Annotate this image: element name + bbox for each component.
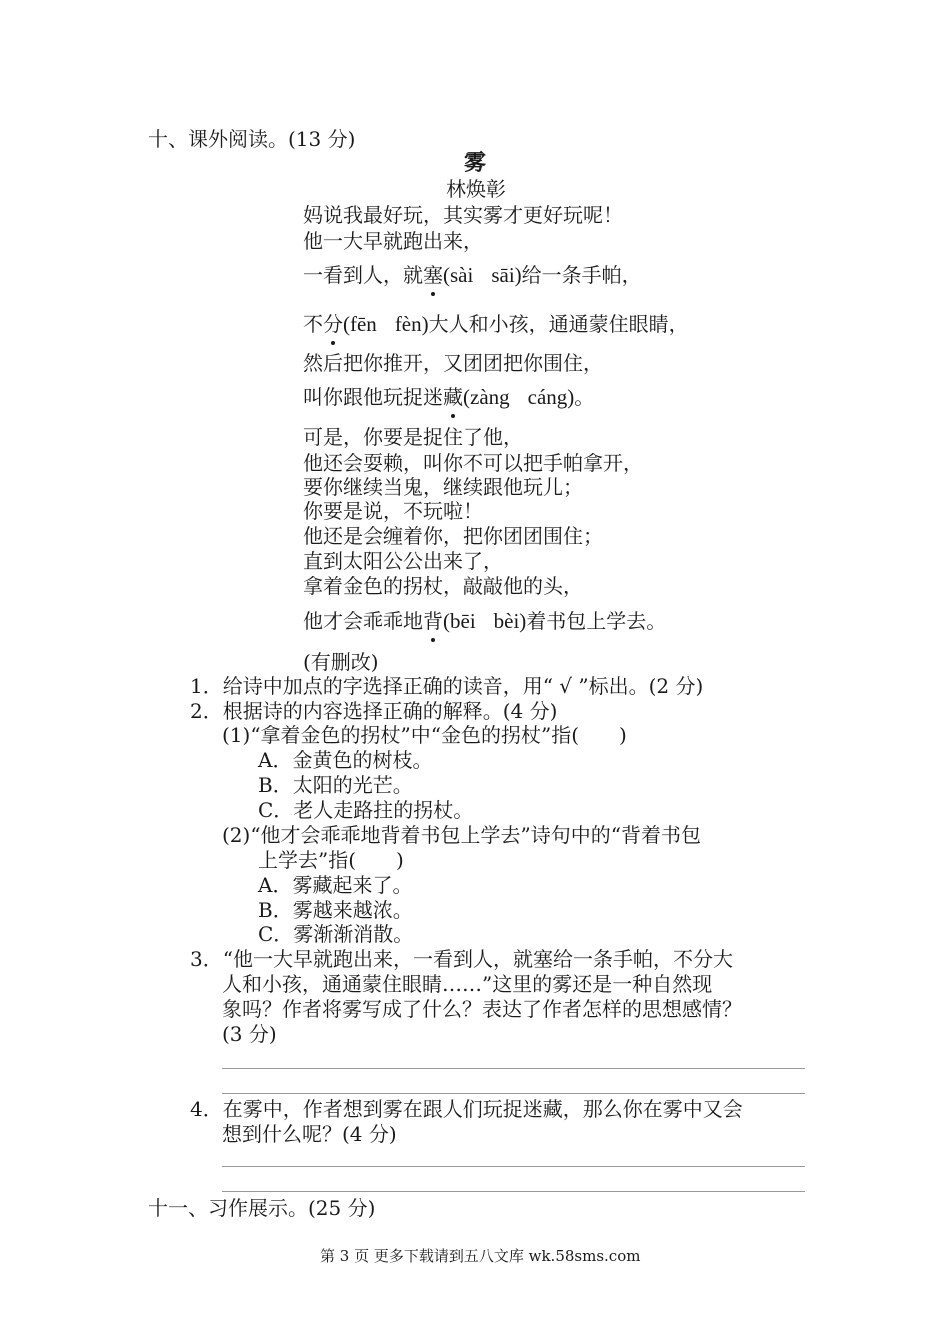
dotted-char-bei: 背 [423,609,443,633]
question-2-2-line-2: 上学去”指( ) [258,848,404,872]
poem-line-4-text-before: 不 [303,312,323,336]
section-10-heading: 十、课外阅读。(13 分) [148,127,356,151]
question-2-1-option-a: A．金黄色的树枝。 [258,748,433,772]
question-2-1: (1)“拿着金色的拐杖”中“金色的拐杖”指( ) [222,723,627,747]
poem-line-7: 可是，你要是捉住了他， [303,425,523,449]
answer-line[interactable] [222,1068,805,1069]
poem-line-3-text-after: 给一条手帕， [521,263,642,287]
question-2-1-option-b: B．太阳的光芒。 [258,773,413,797]
poem-note: (有删改) [303,650,379,674]
poem-line-14-text-before: 他才会乖乖地 [303,609,423,633]
question-3-line-1: 3．“他一大早就跑出来，一看到人，就塞给一条手帕，不分大 [190,947,733,971]
pinyin-option-2: bèi) [493,609,527,633]
question-2-2-line-1: (2)“他才会乖乖地背着书包上学去”诗句中的“背着书包 [222,823,702,847]
pinyin-option-1: (bēi [443,609,476,633]
pinyin-option-2: cáng) [527,385,575,409]
question-2-2-option-a: A．雾藏起来了。 [258,873,413,897]
poem-line-14-text-after: 着书包上学去。 [526,609,667,633]
question-2-2-option-c: C．雾渐渐消散。 [258,922,414,946]
poem-line-9: 要你继续当鬼，继续跟他玩儿； [303,475,583,499]
answer-line[interactable] [222,1166,805,1167]
poem-line-4-text-after: 大人和小孩，通通蒙住眼睛， [428,312,689,336]
section-11-heading: 十一、习作展示。(25 分) [148,1196,376,1220]
pinyin-option-1: (sài [443,263,474,287]
dotted-char-fen: 分 [323,312,343,336]
poem-author: 林焕彰 [446,177,506,201]
question-3-line-4: (3 分) [222,1022,277,1046]
answer-line[interactable] [222,1191,805,1192]
poem-line-13: 拿着金色的拐杖，敲敲他的头， [303,574,583,598]
question-3-line-3: 象吗？作者将雾写成了什么？表达了作者怎样的思想感情？ [222,997,742,1021]
dotted-char-zang: 藏 [443,385,463,409]
poem-line-4 [303,311,689,337]
poem-line-3 [303,262,642,288]
pinyin-option-2: sāi) [491,263,522,287]
question-1: 1．给诗中加点的字选择正确的读音，用“ √ ”标出。(2 分) [190,674,704,698]
poem-title: 雾 [464,150,487,176]
page-footer: 第 3 页 更多下载请到五八文库 wk.58sms.com [320,1247,641,1265]
question-4-line-2: 想到什么呢？(4 分) [222,1122,397,1146]
poem-line-10: 你要是说，不玩啦！ [303,499,483,523]
question-3-line-2: 人和小孩，通通蒙住眼睛……”这里的雾还是一种自然现 [222,972,713,996]
poem-line-1: 妈说我最好玩，其实雾才更好玩呢！ [303,203,623,227]
pinyin-option-1: (zàng [463,385,510,409]
poem-line-14 [303,608,666,634]
question-2-1-option-c: C．老人走路拄的拐杖。 [258,798,474,822]
pinyin-option-2: fèn) [394,312,429,336]
poem-line-2: 他一大早就跑出来， [303,229,483,253]
dotted-char-sai: 塞 [423,263,443,287]
poem-line-5: 然后把你推开，又团团把你围住， [303,351,603,375]
question-4-line-1: 4．在雾中，作者想到雾在跟人们玩捉迷藏，那么你在雾中又会 [190,1097,743,1121]
question-2-2-option-b: B．雾越来越浓。 [258,898,413,922]
poem-line-6-text-after: 。 [574,385,595,409]
question-2: 2．根据诗的内容选择正确的解释。(4 分) [190,699,558,723]
pinyin-option-1: (fēn [343,312,377,336]
poem-line-12: 直到太阳公公出来了， [303,549,503,573]
poem-line-11: 他还是会缠着你，把你团团围住； [303,524,603,548]
answer-line[interactable] [222,1093,805,1094]
poem-line-8: 他还会耍赖，叫你不可以把手帕拿开， [303,451,643,475]
poem-line-6-text-before: 叫你跟他玩捉迷 [303,385,443,409]
poem-line-3-text-before: 一看到人，就 [303,263,423,287]
poem-line-6 [303,384,594,410]
